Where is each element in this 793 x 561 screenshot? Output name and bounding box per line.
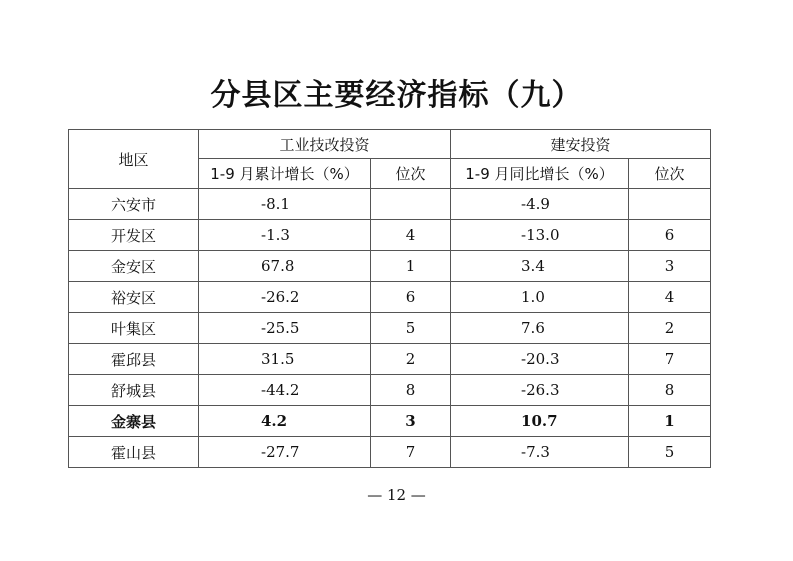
page-number: — 12 — (367, 486, 426, 504)
construction-growth-cell: 1.0 (451, 282, 629, 313)
region-cell: 叶集区 (69, 313, 199, 344)
construction-growth-cell: 10.7 (451, 406, 629, 437)
construction-rank-header: 位次 (629, 159, 711, 189)
industrial-growth-cell: -27.7 (199, 437, 371, 468)
industrial-rank-cell: 7 (371, 437, 451, 468)
industrial-rank-cell: 8 (371, 375, 451, 406)
industrial-growth-cell: 31.5 (199, 344, 371, 375)
table-row (69, 282, 711, 313)
industrial-growth-cell: -44.2 (199, 375, 371, 406)
industrial-growth-cell: -8.1 (199, 189, 371, 220)
region-cell: 霍山县 (69, 437, 199, 468)
industrial-rank-cell: 5 (371, 313, 451, 344)
construction-growth-cell: -13.0 (451, 220, 629, 251)
region-cell: 舒城县 (69, 375, 199, 406)
economic-indicators-table (68, 129, 711, 468)
construction-investment-header: 建安投资 (451, 130, 711, 159)
page-title: 分县区主要经济指标（九） (210, 78, 583, 113)
construction-rank-cell (629, 189, 711, 220)
region-cell: 裕安区 (69, 282, 199, 313)
industrial-rank-header: 位次 (371, 159, 451, 189)
construction-growth-cell: 3.4 (451, 251, 629, 282)
region-cell: 开发区 (69, 220, 199, 251)
construction-rank-cell: 3 (629, 251, 711, 282)
region-cell: 霍邱县 (69, 344, 199, 375)
industrial-rank-cell: 2 (371, 344, 451, 375)
construction-rank-cell: 2 (629, 313, 711, 344)
construction-growth-header: 1-9 月同比增长（%） (451, 159, 629, 189)
table-row (69, 251, 711, 282)
industrial-growth-cell: -1.3 (199, 220, 371, 251)
industrial-rank-cell: 1 (371, 251, 451, 282)
construction-growth-cell: -26.3 (451, 375, 629, 406)
region-cell: 六安市 (69, 189, 199, 220)
construction-rank-cell: 4 (629, 282, 711, 313)
industrial-growth-cell: 4.2 (199, 406, 371, 437)
industrial-growth-header: 1-9 月累计增长（%） (199, 159, 371, 189)
construction-growth-cell: -4.9 (451, 189, 629, 220)
table-row (69, 344, 711, 375)
industrial-investment-header: 工业技改投资 (199, 130, 451, 159)
industrial-rank-cell (371, 189, 451, 220)
table-row (69, 220, 711, 251)
industrial-rank-cell: 6 (371, 282, 451, 313)
construction-rank-cell: 1 (629, 406, 711, 437)
table-row (69, 406, 711, 437)
industrial-rank-cell: 3 (371, 406, 451, 437)
industrial-growth-cell: -26.2 (199, 282, 371, 313)
table-row (69, 437, 711, 468)
construction-rank-cell: 8 (629, 375, 711, 406)
table-row (69, 375, 711, 406)
construction-rank-cell: 6 (629, 220, 711, 251)
industrial-growth-cell: 67.8 (199, 251, 371, 282)
construction-rank-cell: 5 (629, 437, 711, 468)
industrial-rank-cell: 4 (371, 220, 451, 251)
construction-rank-cell: 7 (629, 344, 711, 375)
construction-growth-cell: -20.3 (451, 344, 629, 375)
table-row (69, 189, 711, 220)
construction-growth-cell: 7.6 (451, 313, 629, 344)
construction-growth-cell: -7.3 (451, 437, 629, 468)
industrial-growth-cell: -25.5 (199, 313, 371, 344)
region-header: 地区 (69, 130, 199, 189)
region-cell: 金安区 (69, 251, 199, 282)
region-cell: 金寨县 (69, 406, 199, 437)
table-row (69, 313, 711, 344)
